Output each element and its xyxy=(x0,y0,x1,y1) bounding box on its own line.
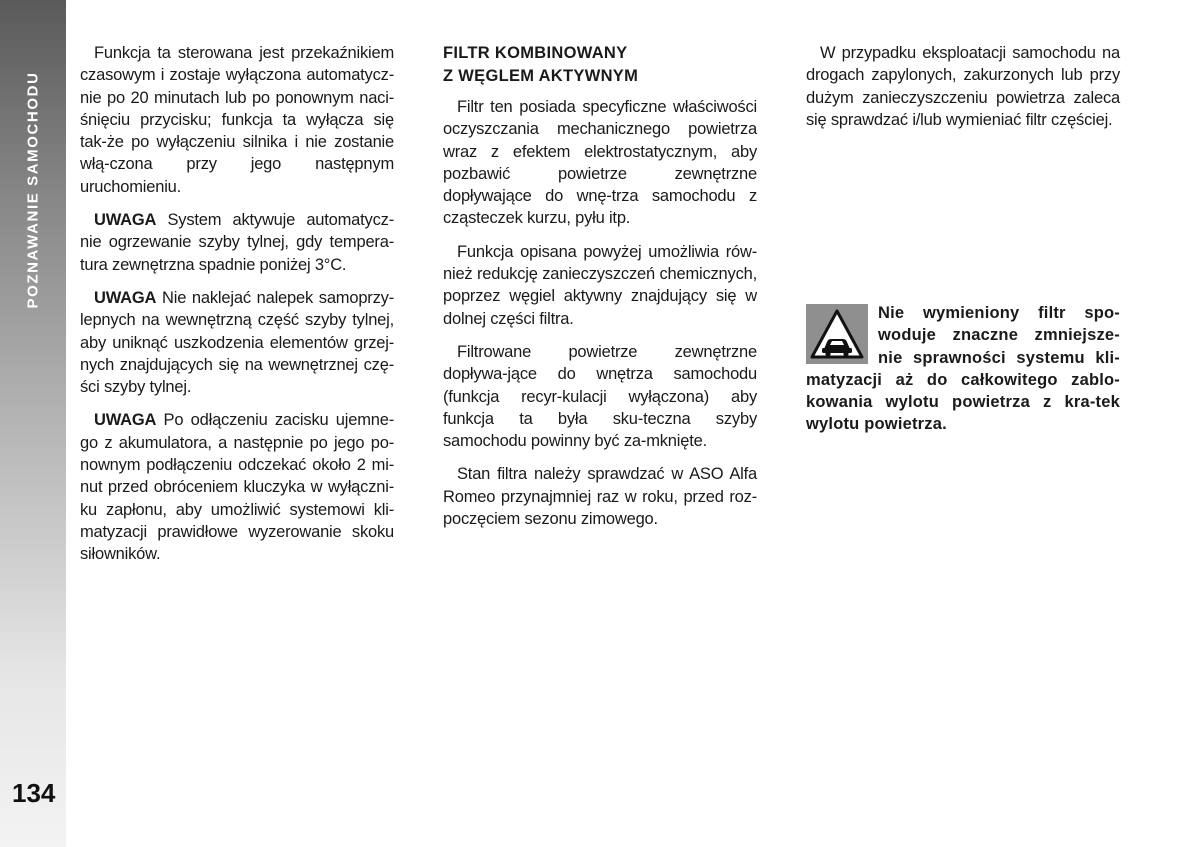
paragraph: Filtrowane powietrze zewnętrzne dopływa-jące do wnętrza samochodu (funkcja recyr-kulacji wyłączona) aby funkcja ta była sku-teczna szyby samochodu powinny być za-mknięte. xyxy=(443,342,757,451)
note-paragraph xyxy=(80,209,394,276)
sidebar-strip xyxy=(0,0,66,847)
warning-text: Nie wymieniony filtr spo-woduje znaczne zmniejsze-nie sprawności systemu kli-matyzacji aż do całkowitego zablo-kowania wylotu powietrza z kra-tek wylotu powietrza. xyxy=(806,304,1120,434)
note-text: System aktywuje automatycz-nie ogrzewanie szyby tylnej, gdy tempera-tura zewnętrzna spadnie poniżej 3°C. xyxy=(80,211,394,274)
note-label: UWAGA xyxy=(94,211,157,230)
note-label: UWAGA xyxy=(94,411,157,430)
section-heading xyxy=(443,42,757,88)
column-3 xyxy=(806,42,1120,142)
paragraph: Filtr ten posiada specyficzne właściwości oczyszczania mechanicznego powietrza wraz z efektem elektrostatycznym, aby pozbawić powietrze zewnętrzne dopływające do wnę-trza samochodu z cząsteczek kurzu, pyłu itp. xyxy=(443,98,757,228)
paragraph: Funkcja ta sterowana jest przekaźnikiem czasowym i zostaje wyłączona automatycz-nie po 20 minutach lub po ponownym naci-śnięciu przycisku; funkcja ta wyłącza się tak-że po wyłączeniu silnika i nie zostanie włą-czona przy jego następnym uruchomieniu. xyxy=(80,44,394,196)
column-2 xyxy=(443,42,757,541)
section-title: POZNAWANIE SAMOCHODU xyxy=(24,71,42,309)
paragraph: Stan filtra należy sprawdzać w ASO Alfa Romeo przynajmniej raz w roku, przed roz-poczęciem sezonu zimowego. xyxy=(443,465,757,529)
column-1 xyxy=(80,42,394,577)
paragraph: Funkcja opisana powyżej umożliwia rów-nież redukcję zanieczyszczeń chemicznych, poprzez węgiel aktywny znajdujący się w dolnej części filtra. xyxy=(443,242,757,328)
heading-line: FILTR KOMBINOWANY xyxy=(443,44,628,62)
page-number: 134 xyxy=(12,778,56,808)
paragraph: W przypadku eksploatacji samochodu na drogach zapylonych, zakurzonych lub przy dużym zanieczyszczeniu powietrza zaleca się sprawdzać i/lub wymieniać filtr częściej. xyxy=(806,44,1120,129)
warning-block xyxy=(806,302,1120,436)
note-text: Nie naklejać nalepek samoprzy-lepnych na wewnętrzną część szyby tylnej, aby uniknąć uszkodzenia elementów grzej-nych znajdujących się na wewnętrznej czę-ści szyby tylnej. xyxy=(80,288,394,397)
note-paragraph xyxy=(80,287,394,398)
note-paragraph xyxy=(80,409,394,565)
note-label: UWAGA xyxy=(94,288,157,307)
warning-triangle-car-icon xyxy=(806,304,868,364)
note-text: Po odłączeniu zacisku ujemne-go z akumulatora, a następnie po jego po-nownym podłączeniu odczekać około 2 mi-nut przed obróceniem kluczyka w wyłączni-ku zapłonu, aby umożliwić systemowi kli-matyzacji prawidłowe wyzerowanie skoku siłowników. xyxy=(80,411,394,564)
heading-line: Z WĘGLEM AKTYWNYM xyxy=(443,67,639,85)
